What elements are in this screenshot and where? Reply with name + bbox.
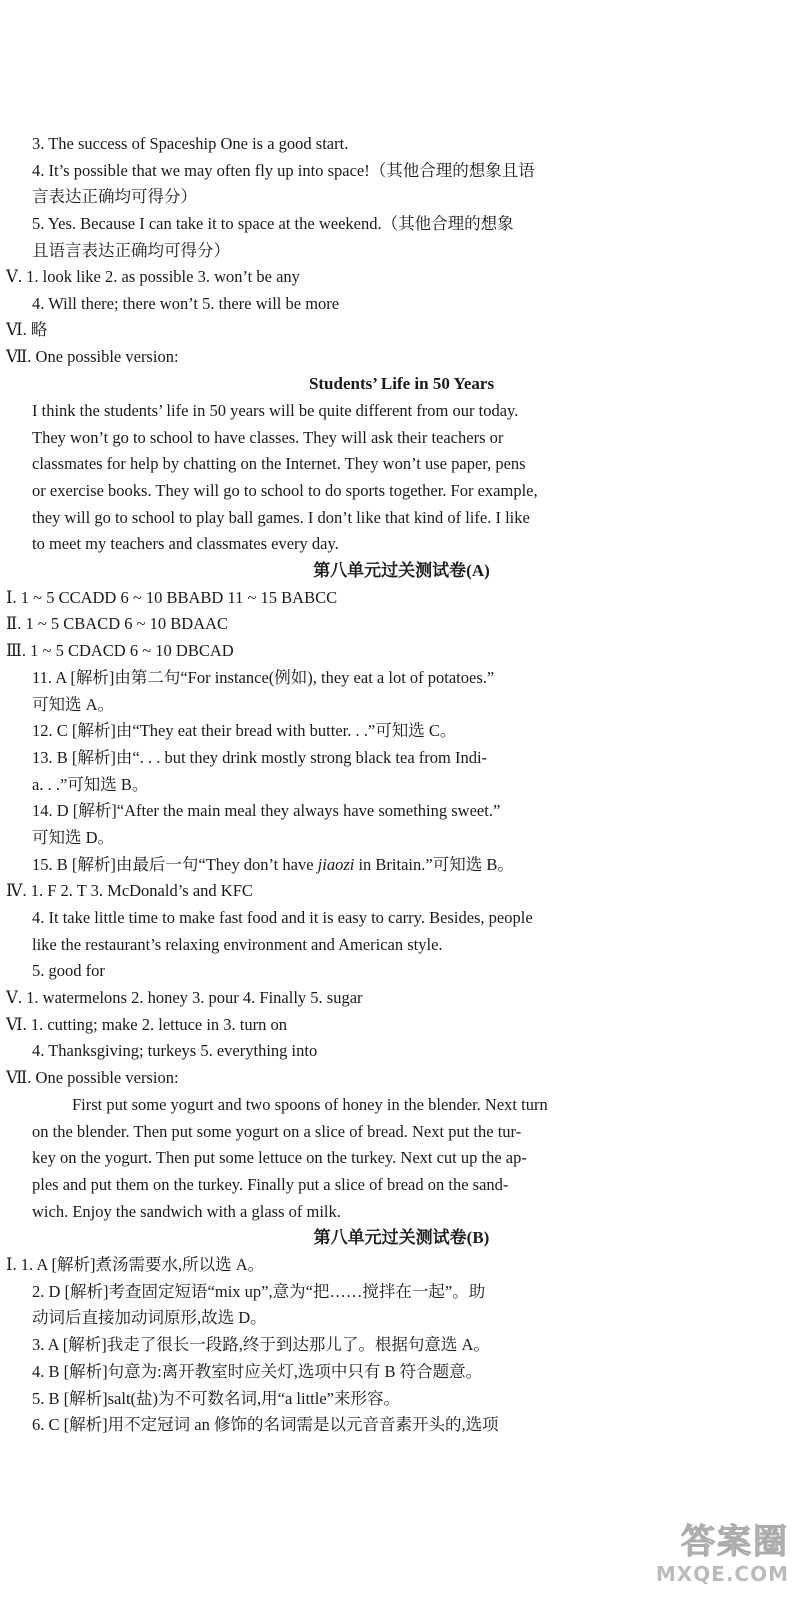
text-line — [32, 854, 514, 876]
text-line: 5. B [解析]salt(盐)为不可数名词,用“a little”来形容。 — [32, 1389, 400, 1408]
text-line: 4. Thanksgiving; turkeys 5. everything into — [32, 1041, 318, 1060]
text-line: 11. A [解析]由第二句“For instance(例如), they eat a lot of potatoes.” — [32, 668, 495, 687]
section-line: Ⅰ. 1 ~ 5 CCADD 6 ~ 10 BBABD 11 ~ 15 BABCC — [6, 588, 338, 607]
text-line: 动词后直接加动词原形,故选 D。 — [32, 1308, 267, 1327]
essay-title: Students’ Life in 50 Years — [308, 374, 495, 393]
essay-line: to meet my teachers and classmates every day. — [32, 534, 339, 553]
essay-line: key on the yogurt. Then put some lettuce on the turkey. Next cut up the ap- — [32, 1148, 527, 1167]
text-line: 且语言表达正确均可得分） — [32, 241, 230, 260]
text-span: 15. B [解析]由最后一句“They don’t have — [32, 855, 318, 874]
text-line: 可知选 D。 — [32, 828, 115, 847]
essay-line: They won’t go to school to have classes. They will ask their teachers or — [32, 428, 504, 447]
section-heading-b: 第八单元过关测试卷(B) — [313, 1228, 490, 1247]
section-line: Ⅴ. 1. watermelons 2. honey 3. pour 4. Finally 5. sugar — [6, 988, 363, 1007]
watermark-url: MXQE.COM — [655, 1562, 789, 1586]
watermark-logo — [599, 1522, 789, 1592]
text-line: 4. It take little time to make fast food and it is easy to carry. Besides, people — [32, 908, 533, 927]
text-line: 13. B [解析]由“. . . but they drink mostly strong black tea from Indi- — [32, 748, 488, 767]
text-line: like the restaurant’s relaxing environment and American style. — [32, 935, 443, 954]
section-heading-a: 第八单元过关测试卷(A) — [313, 561, 490, 580]
italic-term: jiaozi — [317, 855, 355, 874]
essay-line: I think the students’ life in 50 years will be quite different from our today. — [32, 401, 519, 420]
section-line: Ⅵ. 1. cutting; make 2. lettuce in 3. turn on — [6, 1015, 287, 1034]
text-span: in Britain.”可知选 B。 — [354, 855, 514, 874]
essay-line: First put some yogurt and two spoons of honey in the blender. Next turn — [72, 1095, 548, 1114]
section-line: Ⅰ. 1. A [解析]煮汤需要水,所以选 A。 — [6, 1255, 265, 1274]
text-line: a. . .”可知选 B。 — [32, 775, 149, 794]
section-line: Ⅴ. 1. look like 2. as possible 3. won’t be any — [6, 267, 300, 286]
text-line: 12. C [解析]由“They eat their bread with butter. . .”可知选 C。 — [32, 721, 457, 740]
text-line: 3. A [解析]我走了很长一段路,终于到达那儿了。根据句意选 A。 — [32, 1335, 490, 1354]
essay-line: wich. Enjoy the sandwich with a glass of milk. — [32, 1202, 341, 1221]
essay-line: classmates for help by chatting on the Internet. They won’t use paper, pens — [32, 454, 526, 473]
text-line: 4. It’s possible that we may often fly up into space!（其他合理的想象且语 — [32, 161, 535, 180]
section-line: Ⅱ. 1 ~ 5 CBACD 6 ~ 10 BDAAC — [6, 614, 229, 633]
text-line: 5. good for — [32, 961, 105, 980]
essay-line: or exercise books. They will go to school to do sports together. For example, — [32, 481, 538, 500]
section-line: Ⅶ. One possible version: — [6, 347, 179, 366]
essay-line: on the blender. Then put some yogurt on a slice of bread. Next put the tur- — [32, 1122, 522, 1141]
section-line: Ⅵ. 略 — [6, 320, 48, 339]
text-line: 2. D [解析]考查固定短语“mix up”,意为“把……搅拌在一起”。助 — [32, 1282, 486, 1301]
section-line: Ⅶ. One possible version: — [6, 1068, 179, 1087]
watermark-title: 答案圈 — [681, 1522, 789, 1562]
text-line: 14. D [解析]“After the main meal they always have something sweet.” — [32, 801, 501, 820]
essay-line: ples and put them on the turkey. Finally put a slice of bread on the sand- — [32, 1175, 509, 1194]
text-line: 3. The success of Spaceship One is a good start. — [32, 134, 349, 153]
text-line: 5. Yes. Because I can take it to space at the weekend.（其他合理的想象 — [32, 214, 514, 233]
text-line: 4. Will there; there won’t 5. there will be more — [32, 294, 340, 313]
text-line: 6. C [解析]用不定冠词 an 修饰的名词需是以元音音素开头的,选项 — [32, 1415, 499, 1434]
text-line: 4. B [解析]句意为:离开教室时应关灯,选项中只有 B 符合题意。 — [32, 1362, 483, 1381]
essay-line: they will go to school to play ball games. I don’t like that kind of life. I like — [32, 508, 530, 527]
section-line: Ⅳ. 1. F 2. T 3. McDonald’s and KFC — [6, 881, 253, 900]
section-line: Ⅲ. 1 ~ 5 CDACD 6 ~ 10 DBCAD — [6, 641, 234, 660]
text-line: 言表达正确均可得分） — [32, 187, 197, 206]
text-line: 可知选 A。 — [32, 695, 115, 714]
